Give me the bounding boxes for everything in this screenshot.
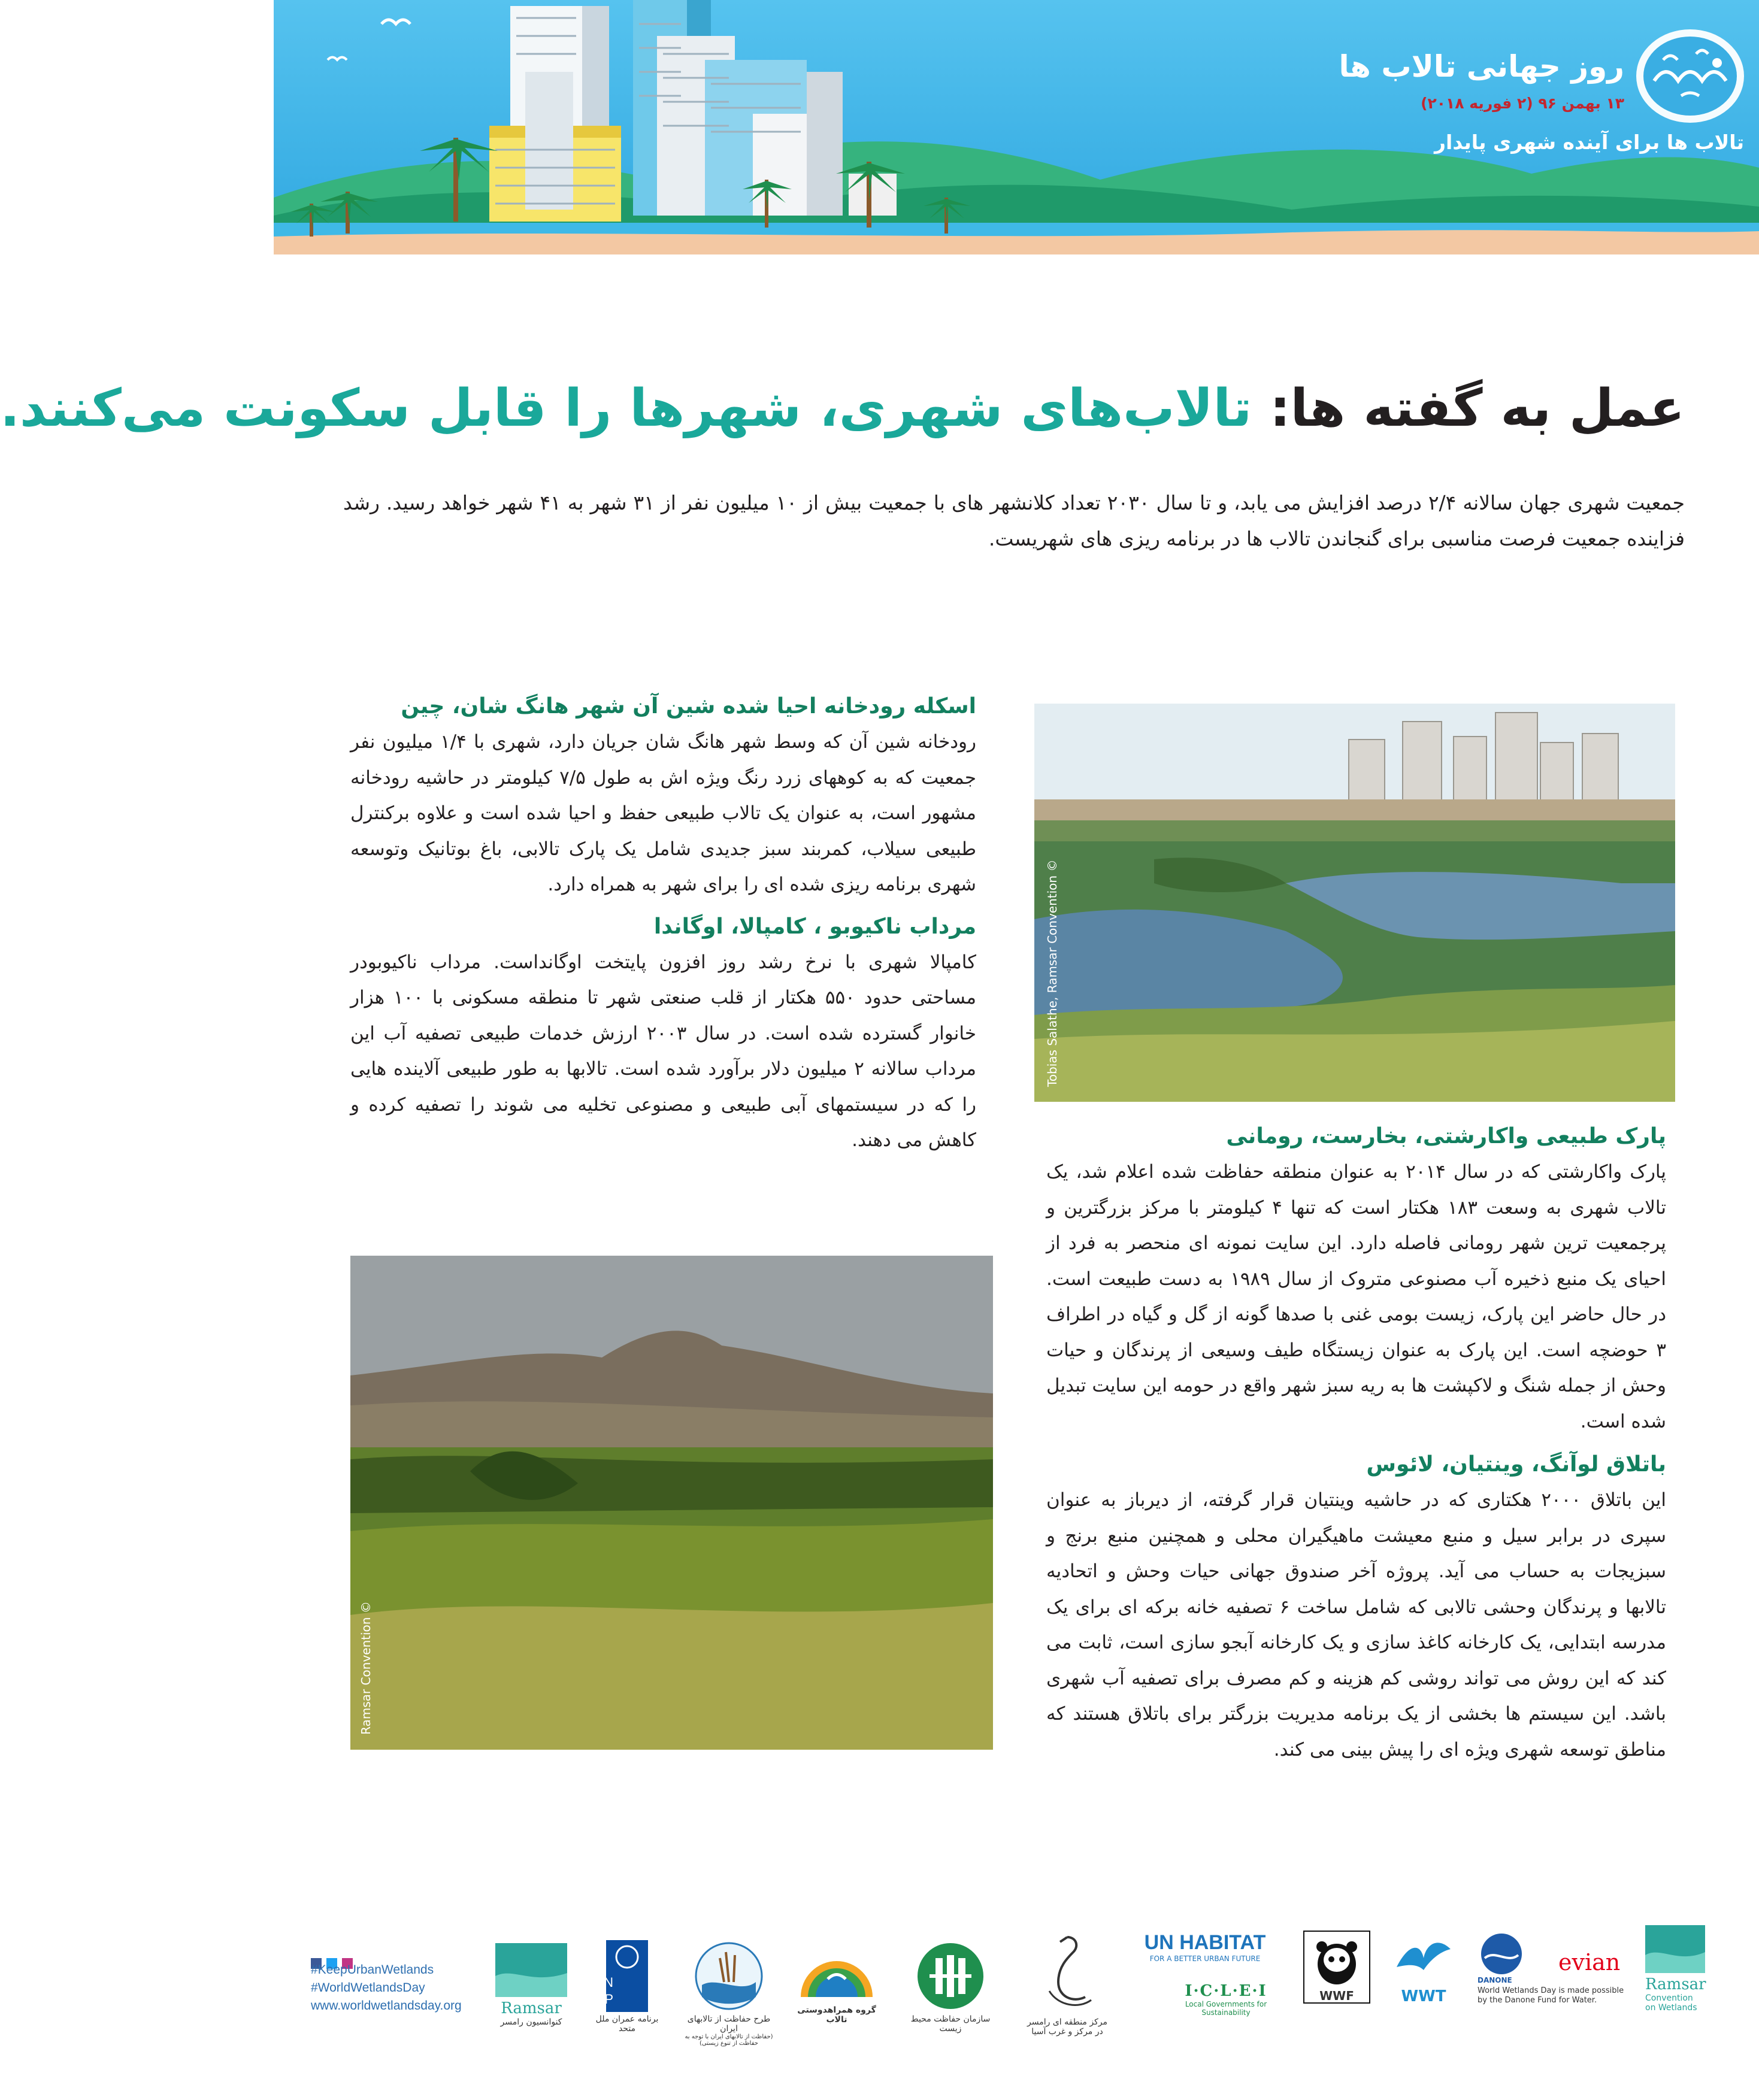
svg-text:U N: U N xyxy=(591,1975,613,1990)
photo-credit-bucharest: © Tobias Salathe, Ramsar Convention xyxy=(1045,859,1059,1087)
header-banner xyxy=(274,0,1759,254)
logo-undp: U N D P برنامه عمران ملل متحد xyxy=(588,1940,666,2034)
photo-credit-kampala: © Ramsar Convention xyxy=(359,1601,373,1735)
logo-ramsar-regional-center: مرکز منطقه ای رامسر در مرکز و غرب آسیا xyxy=(1025,1931,1109,2037)
event-date: ۱۳ بهمن ۹۶ (۲ فوریه ۲۰۱۸) xyxy=(1421,95,1624,112)
left-column xyxy=(350,689,976,1159)
ramsar-wave-icon xyxy=(1645,1925,1705,1973)
logo-unhabitat: UN HABITAT FOR A BETTER URBAN FUTURE xyxy=(1144,1931,1266,1963)
hashtag-keep-urban-wetlands: #KeepUrbanWetlands xyxy=(311,1963,434,1977)
event-theme: تالاب ها برای آینده شهری پایدار xyxy=(1434,131,1744,154)
crane-bird-icon xyxy=(1031,1931,1103,2015)
section-heading-laos: باتلاق لوآنگ، وینتیان، لائوس xyxy=(1366,1452,1666,1477)
logo-wwt: WWT xyxy=(1388,1931,1460,2005)
logo-iclei: I·C·L·E·I Local Governments for Sustainability xyxy=(1185,1982,1267,2017)
title-prefix: عمل به گفته ها: xyxy=(1270,378,1685,438)
section-heading-china: اسکله رودخانه احیا شده شین آن شهر هانگ شان، چین xyxy=(401,694,976,719)
ramsar-wave-icon xyxy=(495,1943,567,1997)
website-link[interactable]: www.worldwetlandsday.org xyxy=(311,1999,462,2013)
flying-bird-icon xyxy=(1391,1931,1457,1985)
section-heading-romania: پارک طبیعی واکارشتی، بخارست، رومانی xyxy=(1226,1124,1666,1149)
title-main: تالاب‌های شهری، شهرها را قابل سکونت می‌کنند. xyxy=(0,378,1252,438)
logo-ramsar-fa: Ramsar کنوانسیون رامسر xyxy=(495,1943,567,2027)
section-heading-uganda: مرداب ناکیوبو ، کامپالا، اوگاندا xyxy=(653,914,976,939)
logo-ramsar-en: Ramsar Convention on Wetlands xyxy=(1645,1925,1711,2013)
logo-wwf: WWF xyxy=(1301,1931,1373,2003)
wetlands-project-icon xyxy=(693,1940,765,2012)
photo-kampala-wetland xyxy=(350,1256,993,1750)
wetland-group-icon xyxy=(795,1946,879,2003)
section-body-romania: پارک واکارشتی که در سال ۲۰۱۴ به عنوان منطقه حفاظت شده اعلام شد، یک تالاب شهری به وسعت ۱۸۳ هکتار است که تنها ۴ کیلومتر با مرکز بزرگترین و پرجمعیت ترین شهر رومانی فاصله دارد. این سایت نمونه ای منحصر به فرد از احیای یک منبع ذخیره آب مصنوعی متروک از سال ۱۹۸۹ به دست طبیعت است. در حال حاضر این پارک، زیست بومی غنی با صدها گونه از گل و گیاه در اطراف ۳ حوضچه است. این پارک به عنوان زیستگاه طیف وسیعی از پرندگان و حیات وحش از جمله شنگ و لاکپشت ها به ریه سبز شهر واقع در حومه این سایت تبدیل شده است. xyxy=(1046,1161,1666,1432)
hashtag-world-wetlands-day: #WorldWetlandsDay xyxy=(311,1981,425,1995)
doe-emblem-icon xyxy=(915,1940,986,2012)
logo-danone-evian: DANONE evian World Wetlands Day is made possible by the Danone Fund for Water. xyxy=(1478,1931,1633,1978)
page-title xyxy=(0,366,1685,450)
section-body-china: رودخانه شین آن که وسط شهر هانگ شان جریان دارد، شهری با ۱/۴ میلیون نفر جمعیت که به کوههای زرد رنگ ویژه اش به طول ۷/۵ کیلومتر در حاشیه رودخانه مشهور است، به عنوان یک تالاب طبیعی حفظ و احیا شده است و علاوه برکنترل طبیعی سیلاب، کمربند سبز جدیدی شامل یک پارک تالابی، باغ بوتانیک وتوسعه شهری برنامه ریزی شده ای را برای شهر به همراه دارد. xyxy=(350,731,976,895)
wetlands-day-logo xyxy=(1630,27,1747,126)
svg-text:D P: D P xyxy=(591,1992,613,2007)
section-body-laos: این باتلاق ۲۰۰۰ هکتاری که در حاشیه وینتیان قرار گرفته، از دیرباز به عنوان سپری در برابر سیل و منبع معیشت ماهیگیران محلی و همچنین منبع برنج و سبزیجات به حساب می آید. پروژه آخر صندوق جهانی حیات وحش و اتحادیه تالابها و پرندگان وحشی تالابی که شامل ساخت ۶ تصفیه خانه برکه ای برای یک مدرسه ابتدایی، یک کارخانه کاغذ سازی و یک کارخانه آبجو سازی است، ثابت می کند که این روش می تواند روشی کم هزینه و کم مصرف برای تصفیه آب شهری باشد. این سیستم ها بخشی از یک برنامه مدیریت بزرگتر برای باتلاق هستند که مناطق توسعه شهری ویژه ای را پیش بینی می کند. xyxy=(1046,1489,1666,1760)
right-column xyxy=(1046,1119,1666,1768)
danone-icon xyxy=(1478,1931,1525,1976)
intro-paragraph: جمعیت شهری جهان سالانه ۲/۴ درصد افزایش می یابد، و تا سال ۲۰۳۰ تعداد کلانشهر های با جمعیت بیش از ۱۰ میلیون نفر از ۳۱ شهر به ۴۱ شهر خواهد رسید. رشد فزاینده جمعیت فرصت مناسبی برای گنجاندن تالاب ها در برنامه ریزی های شهریست. xyxy=(343,491,1685,550)
event-branding xyxy=(1304,24,1747,162)
section-body-uganda: کامپالا شهری با نرخ رشد روز افزون پایتخت اوگانداست. مرداب ناکیوبودر مساحتی حدود ۵۵۰ هکتار از قلب صنعتی شهر تا منطقه مسکونی با ۱۰۰ هزار خانوار گسترده شده است. در سال ۲۰۰۳ ارزش خدمات طبیعی تصفیه آب این مرداب سالانه ۲ میلیون دلار برآورد شده است. تالابها به طور طبیعی آلاینده هایی را که در سیستمهای آبی طبیعی و مصنوعی تخلیه می شوند را تصفیه کرده و کاهش می دهند. xyxy=(350,951,976,1151)
logo-department-of-environment: سازمان حفاظت محیط زیست xyxy=(909,1940,992,2034)
logo-wetland-friends-group: گروه همراهدوستی تالاب xyxy=(792,1946,882,2025)
photo-bucharest-wetland xyxy=(1034,704,1675,1102)
event-title: روز جهانی تالاب ها xyxy=(1339,49,1624,84)
footer-hashtags xyxy=(311,1961,462,2015)
logo-iran-wetlands-project: طرح حفاظت از تالابهای ایران (حفاظت از تالابهای ایران با توجه به حفاظت از تنوع زیستی) xyxy=(681,1940,777,2047)
